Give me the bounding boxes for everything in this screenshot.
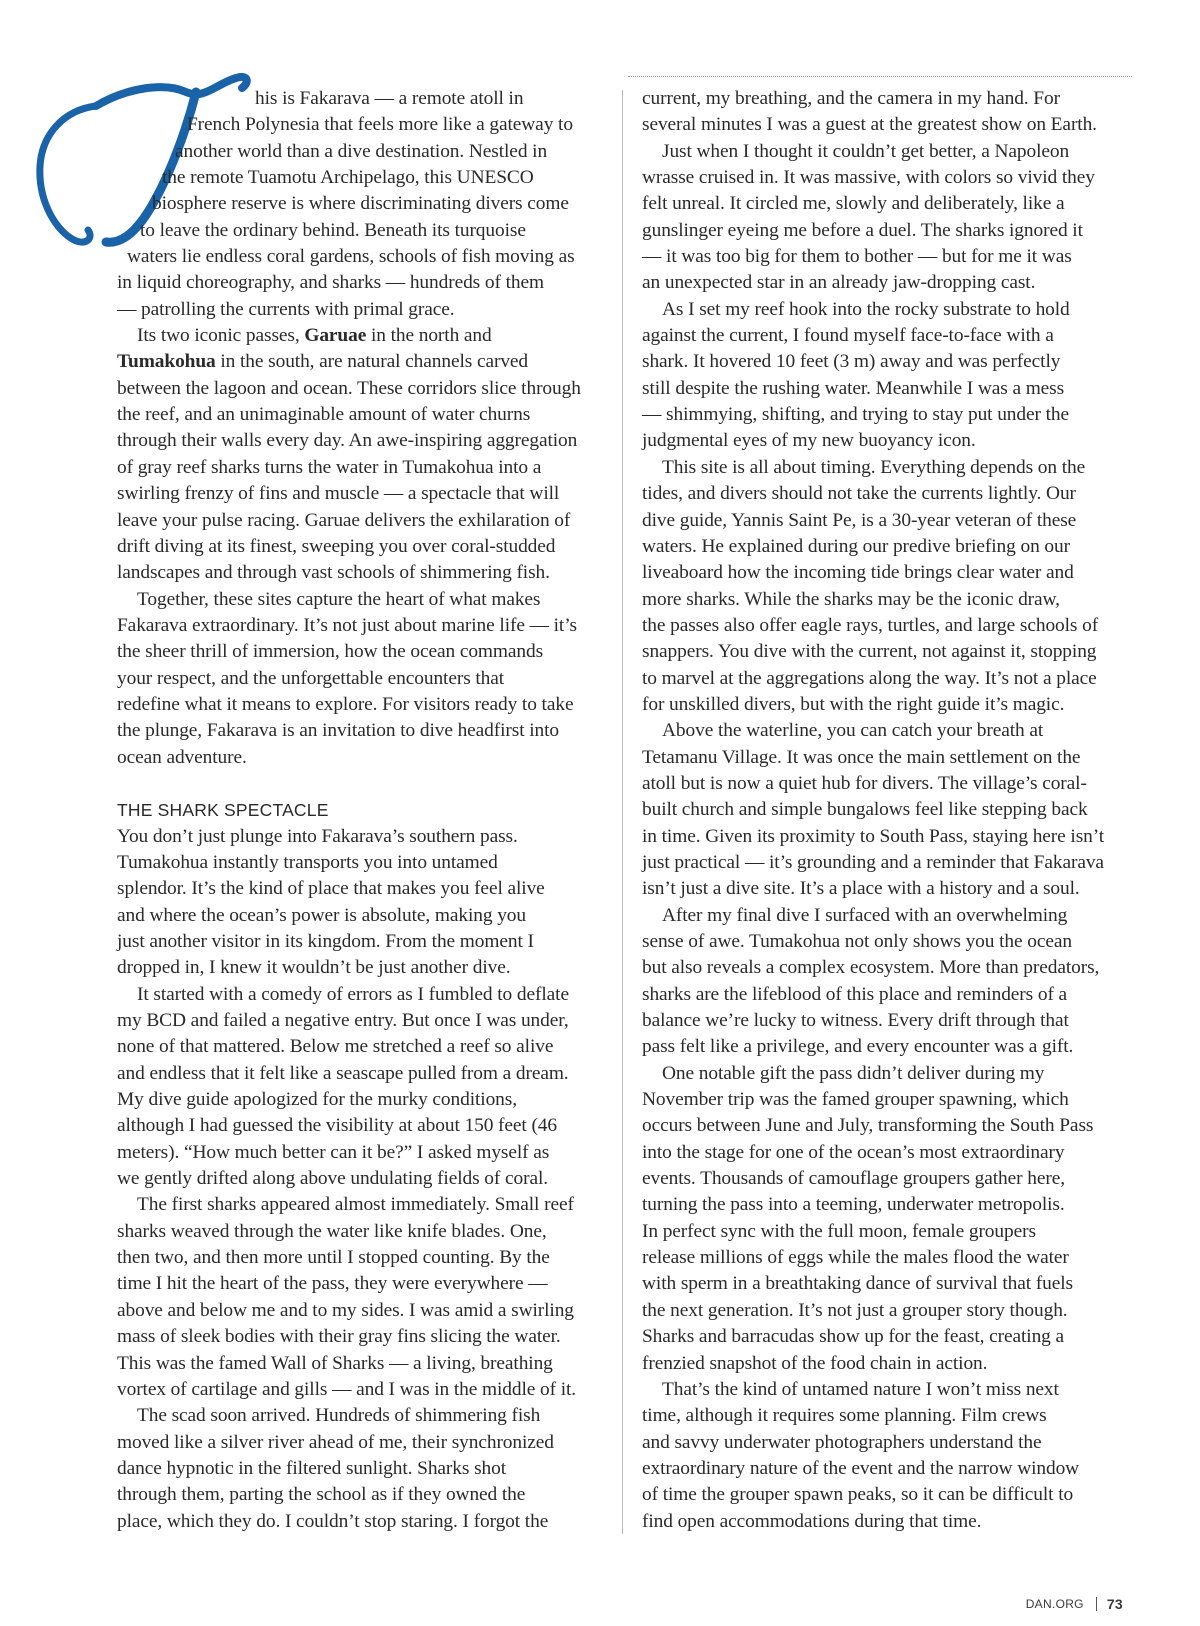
- body-line: waters. He explained during our predive briefing on our: [642, 535, 1070, 557]
- footer-site-link[interactable]: DAN.ORG: [1025, 1597, 1084, 1611]
- top-dotted-rule: [628, 76, 1132, 77]
- body-line: just practical — it’s grounding and a reminder that Fakarava: [642, 851, 1104, 873]
- body-line: of time the grouper spawn peaks, so it can be difficult to: [642, 1484, 1074, 1506]
- body-line: to marvel at the aggregations along the way. It’s not a place: [642, 667, 1097, 689]
- body-line: the remote Tuamotu Archipelago, this UNESCO: [162, 167, 534, 189]
- body-line: your respect, and the unforgettable encounters that: [117, 667, 505, 689]
- body-line: This was the famed Wall of Sharks — a living, breathing: [117, 1352, 553, 1374]
- body-line: [117, 323, 605, 349]
- body-line: to leave the ordinary behind. Beneath its turquoise: [140, 219, 526, 241]
- left-column: [117, 86, 605, 1535]
- body-line: none of that mattered. Below me stretched a reef so alive: [117, 1036, 554, 1058]
- body-line: The first sharks appeared almost immediately. Small reef: [137, 1194, 574, 1216]
- body-line: liveaboard how the incoming tide brings clear water and: [642, 562, 1074, 584]
- body-line: for unskilled divers, but with the right guide it’s magic.: [642, 693, 1065, 715]
- body-line: find open accommodations during that time.: [642, 1510, 982, 1532]
- garuae-bold: Garuae: [304, 325, 367, 347]
- body-line: That’s the kind of untamed nature I won’t miss next: [662, 1378, 1059, 1400]
- footer-separator: [1096, 1597, 1097, 1611]
- body-line: sharks are the lifeblood of this place and reminders of a: [642, 983, 1068, 1005]
- body-line: swirling frenzy of fins and muscle — a spectacle that will: [117, 483, 560, 505]
- body-line: [117, 349, 605, 375]
- body-line: of gray reef sharks turns the water in Tumakohua into a: [117, 456, 542, 478]
- body-line: Just when I thought it couldn’t get better, a Napoleon: [662, 140, 1070, 162]
- body-line: November trip was the famed grouper spawning, which: [642, 1089, 1069, 1111]
- body-line: in time. Given its proximity to South Pass, staying here isn’t: [642, 825, 1105, 847]
- body-line: but also reveals a complex ecosystem. More than predators,: [642, 957, 1100, 979]
- page-footer: [1026, 1596, 1123, 1612]
- body-line: then two, and then more until I stopped counting. By the: [117, 1247, 550, 1269]
- right-column: [642, 86, 1132, 1535]
- body-line: built church and simple bungalows feel like stepping back: [642, 799, 1088, 821]
- body-line: and where the ocean’s power is absolute, making you: [117, 904, 526, 926]
- text-run: in the south, are natural channels carved: [215, 351, 529, 373]
- body-line: You don’t just plunge into Fakarava’s southern pass.: [117, 825, 518, 847]
- body-line: — it was too big for them to bother — but for me it was: [642, 246, 1072, 268]
- body-line: — shimmying, shifting, and trying to stay put under the: [642, 404, 1069, 426]
- body-line: dropped in, I knew it wouldn’t be just another dive.: [117, 957, 511, 979]
- body-line: between the lagoon and ocean. These corridors slice through: [117, 377, 581, 399]
- body-line: his is Fakarava — a remote atoll in: [255, 88, 524, 109]
- body-line: in liquid choreography, and sharks — hundreds of them: [117, 272, 544, 294]
- body-line: occurs between June and July, transforming the South Pass: [642, 1115, 1094, 1137]
- body-line: and savvy underwater photographers understand the: [642, 1431, 1042, 1453]
- body-line: pass felt like a privilege, and every encounter was a gift.: [642, 1036, 1074, 1058]
- body-line: In perfect sync with the full moon, female groupers: [642, 1220, 1036, 1242]
- body-line: sense of awe. Tumakohua not only shows you the ocean: [642, 931, 1072, 952]
- body-line: just another visitor in its kingdom. From the moment I: [117, 931, 534, 952]
- body-line: It started with a comedy of errors as I fumbled to deflate: [137, 983, 569, 1005]
- body-line: sharks weaved through the water like knife blades. One,: [117, 1220, 547, 1242]
- body-line: Fakarava extraordinary. It’s not just about marine life — it’s: [117, 614, 577, 636]
- body-line: with sperm in a breathtaking dance of survival that fuels: [642, 1273, 1073, 1295]
- body-line: events. Thousands of camouflage groupers gather here,: [642, 1168, 1065, 1190]
- body-line: the plunge, Fakarava is an invitation to dive headfirst into: [117, 720, 560, 742]
- body-line: my BCD and failed a negative entry. But once I was under,: [117, 1010, 569, 1032]
- body-line: isn’t just a dive site. It’s a place with a history and a soul.: [642, 878, 1080, 900]
- column-divider: [622, 90, 623, 1534]
- body-line: This site is all about timing. Everything depends on the: [662, 456, 1086, 478]
- body-line: judgmental eyes of my new buoyancy icon.: [642, 430, 976, 452]
- body-line: leave your pulse racing. Garuae delivers the exhilaration of: [117, 509, 571, 531]
- body-line: dance hypnotic in the filtered sunlight. Sharks shot: [117, 1457, 507, 1479]
- body-line: landscapes and through vast schools of shimmering fish.: [117, 562, 550, 584]
- body-line: another world than a dive destination. Nestled in: [175, 140, 548, 162]
- page-number: 73: [1106, 1596, 1123, 1612]
- body-line: into the stage for one of the ocean’s most extraordinary: [642, 1141, 1065, 1163]
- text-run: in the north and: [366, 325, 492, 347]
- body-line: mass of sleek bodies with their gray fins slicing the water.: [117, 1326, 561, 1348]
- body-line: meters). “How much better can it be?” I asked myself as: [117, 1141, 550, 1163]
- body-line: atoll but is now a quiet hub for divers. The village’s coral-: [642, 772, 1087, 794]
- section-heading: THE SHARK SPECTACLE: [117, 800, 329, 821]
- body-line: biosphere reserve is where discriminating divers come: [152, 193, 569, 215]
- body-line: As I set my reef hook into the rocky substrate to hold: [662, 298, 1070, 320]
- body-line: vortex of cartilage and gills — and I was in the middle of it.: [117, 1378, 577, 1400]
- text-run: Its two iconic passes,: [137, 325, 305, 347]
- body-line: through their walls every day. An awe-inspiring aggregation: [117, 430, 578, 452]
- body-line: drift diving at its finest, sweeping you over coral-studded: [117, 535, 556, 557]
- body-line: several minutes I was a guest at the greatest show on Earth.: [642, 114, 1097, 136]
- body-line: an unexpected star in an already jaw-dropping cast.: [642, 272, 1036, 294]
- body-line: wrasse cruised in. It was massive, with colors so vivid they: [642, 167, 1095, 189]
- body-line: — patrolling the currents with primal grace.: [117, 298, 455, 320]
- body-line: waters lie endless coral gardens, schools of fish moving as: [127, 246, 575, 268]
- body-line: although I had guessed the visibility at about 150 feet (46: [117, 1115, 557, 1137]
- body-line: the passes also offer eagle rays, turtles, and large schools of: [642, 614, 1099, 636]
- body-line: place, which they do. I couldn’t stop staring. I forgot the: [117, 1510, 549, 1532]
- body-line: current, my breathing, and the camera in my hand. For: [642, 88, 1060, 109]
- body-line: balance we’re lucky to witness. Every drift through that: [642, 1010, 1069, 1032]
- body-line: Together, these sites capture the heart of what makes: [137, 588, 541, 610]
- body-line: Tetamanu Village. It was once the main settlement on the: [642, 746, 1081, 768]
- body-line: The scad soon arrived. Hundreds of shimmering fish: [137, 1405, 541, 1427]
- body-line: French Polynesia that feels more like a gateway to: [187, 114, 573, 136]
- body-line: ocean adventure.: [117, 746, 247, 768]
- body-line: through them, parting the school as if they owned the: [117, 1484, 526, 1506]
- body-line: splendor. It’s the kind of place that makes you feel alive: [117, 878, 545, 900]
- body-line: shark. It hovered 10 feet (3 m) away and was perfectly: [642, 351, 1061, 373]
- body-line: time, although it requires some planning. Film crews: [642, 1405, 1047, 1427]
- body-line: the next generation. It’s not just a grouper story though.: [642, 1299, 1068, 1321]
- body-line: we gently drifted along above undulating fields of coral.: [117, 1168, 548, 1190]
- body-line: My dive guide apologized for the murky conditions,: [117, 1089, 517, 1111]
- body-line: One notable gift the pass didn’t deliver during my: [662, 1062, 1045, 1084]
- body-line: Sharks and barracudas show up for the feast, creating a: [642, 1326, 1065, 1348]
- body-line: and endless that it felt like a seascape pulled from a dream.: [117, 1062, 569, 1084]
- body-line: Tumakohua instantly transports you into untamed: [117, 851, 498, 873]
- body-line: the sheer thrill of immersion, how the ocean commands: [117, 641, 544, 663]
- body-line: moved like a silver river ahead of me, their synchronized: [117, 1431, 554, 1453]
- body-line: felt unreal. It circled me, slowly and deliberately, like a: [642, 193, 1065, 215]
- body-line: redefine what it means to explore. For visitors ready to take: [117, 693, 574, 715]
- body-line: snappers. You dive with the current, not against it, stopping: [642, 641, 1097, 663]
- body-line: extraordinary nature of the event and the narrow window: [642, 1457, 1080, 1479]
- body-line: above and below me and to my sides. I was amid a swirling: [117, 1299, 574, 1321]
- spacer: [117, 771, 605, 797]
- body-line: release millions of eggs while the males flood the water: [642, 1247, 1069, 1269]
- body-line: time I hit the heart of the pass, they were everywhere —: [117, 1273, 548, 1295]
- body-line: the reef, and an unimaginable amount of water churns: [117, 404, 531, 426]
- body-line: still despite the rushing water. Meanwhile I was a mess: [642, 377, 1065, 399]
- body-line: After my final dive I surfaced with an overwhelming: [662, 904, 1068, 926]
- body-line: frenzied snapshot of the food chain in action.: [642, 1352, 988, 1374]
- body-line: turning the pass into a teeming, underwater metropolis.: [642, 1194, 1065, 1216]
- body-line: against the current, I found myself face-to-face with a: [642, 325, 1054, 347]
- body-line: dive guide, Yannis Saint Pe, is a 30-year veteran of these: [642, 509, 1077, 531]
- body-line: gunslinger eyeing me before a duel. The sharks ignored it: [642, 219, 1083, 241]
- body-line: tides, and divers should not take the currents lightly. Our: [642, 483, 1076, 505]
- tumakohua-bold: Tumakohua: [117, 351, 216, 373]
- body-line: Above the waterline, you can catch your breath at: [662, 720, 1044, 742]
- body-line: more sharks. While the sharks may be the iconic draw,: [642, 588, 1060, 610]
